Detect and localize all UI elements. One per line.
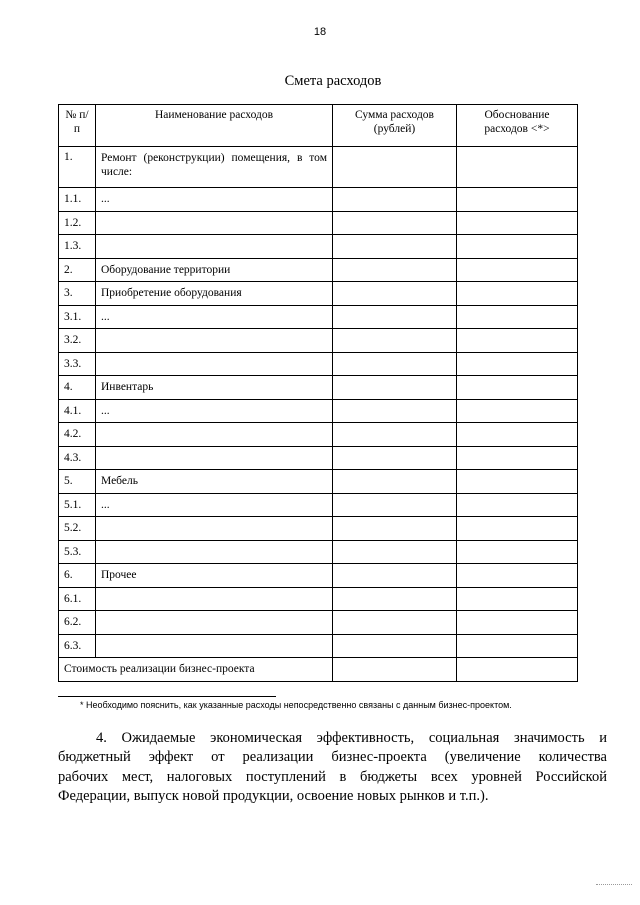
- row-amount-cell: [333, 540, 457, 564]
- table-row: [59, 493, 578, 517]
- row-amount-cell: [333, 399, 457, 423]
- row-name: [96, 352, 333, 376]
- table-row: [59, 376, 578, 400]
- row-name: [96, 540, 333, 564]
- row-amount-cell: [333, 564, 457, 588]
- row-amount-cell: [333, 258, 457, 282]
- document-title: Смета расходов: [284, 73, 382, 89]
- row-amount-cell: [333, 188, 457, 212]
- row-num: 1.1.: [59, 188, 96, 212]
- paragraph-line: Федерации, выпуск новой продукции, освоение новых рынков и т.п.).: [58, 787, 489, 804]
- table-row: [59, 352, 578, 376]
- paragraph-line: рабочих мест, налоговых поступлений в бюджеты всех уровней Российской: [58, 768, 607, 785]
- row-name: [96, 235, 333, 259]
- table-row: [59, 587, 578, 611]
- row-basis-cell: [457, 305, 578, 329]
- table-row: [59, 329, 578, 353]
- row-num: 4.2.: [59, 423, 96, 447]
- row-basis-cell: [457, 282, 578, 306]
- footnote-divider: [58, 696, 276, 697]
- row-amount-cell: [333, 517, 457, 541]
- row-name: [96, 147, 333, 188]
- row-name: [96, 587, 333, 611]
- row-num: 3.1.: [59, 305, 96, 329]
- row-amount-cell: [333, 147, 457, 188]
- row-name: ...: [96, 305, 333, 329]
- table-row: [59, 282, 578, 306]
- row-amount-cell: [333, 634, 457, 658]
- row-num: 1.2.: [59, 211, 96, 235]
- row-basis-cell: [457, 188, 578, 212]
- table-row: [59, 423, 578, 447]
- table-row: [59, 399, 578, 423]
- row-basis-cell: [457, 423, 578, 447]
- scan-artifact: [596, 884, 632, 886]
- row-num: 5.1.: [59, 493, 96, 517]
- row-num: 4.: [59, 376, 96, 400]
- row-amount-cell: [333, 587, 457, 611]
- row-basis-cell: [457, 329, 578, 353]
- row-num: 3.2.: [59, 329, 96, 353]
- table-row: [59, 540, 578, 564]
- row-amount-cell: [333, 305, 457, 329]
- table-row: [59, 258, 578, 282]
- row-name: [96, 423, 333, 447]
- row-num: 1.3.: [59, 235, 96, 259]
- row-name: Прочее: [96, 564, 333, 588]
- row-basis-cell: [457, 517, 578, 541]
- total-label: Стоимость реализации бизнес-проекта: [59, 658, 333, 682]
- row-amount-cell: [333, 423, 457, 447]
- row-basis-cell: [457, 611, 578, 635]
- table-row: [59, 305, 578, 329]
- row-num: 4.3.: [59, 446, 96, 470]
- total-basis-cell: [457, 658, 578, 682]
- row-amount-cell: [333, 282, 457, 306]
- table-row: [59, 446, 578, 470]
- row-amount-cell: [333, 446, 457, 470]
- row-num: 6.: [59, 564, 96, 588]
- table-row: [59, 211, 578, 235]
- table-row: [59, 611, 578, 635]
- header-name: Наименование расходов: [96, 105, 333, 147]
- row-name: ...: [96, 188, 333, 212]
- row-amount-cell: [333, 211, 457, 235]
- row-num: 5.3.: [59, 540, 96, 564]
- row-amount-cell: [333, 329, 457, 353]
- row-name: Оборудование территории: [96, 258, 333, 282]
- row-amount-cell: [333, 493, 457, 517]
- row-basis-cell: [457, 540, 578, 564]
- row-basis-cell: [457, 564, 578, 588]
- row-basis-cell: [457, 147, 578, 188]
- table-row: [59, 564, 578, 588]
- table-total-row: [59, 658, 578, 682]
- row-name: ...: [96, 399, 333, 423]
- row-basis-cell: [457, 258, 578, 282]
- row-basis-cell: [457, 470, 578, 494]
- row-amount-cell: [333, 611, 457, 635]
- row-name: [96, 329, 333, 353]
- paragraph-line: бюджетный эффект от реализации бизнес-проекта (увеличение количества: [58, 749, 607, 766]
- table-header-row: [59, 105, 578, 147]
- paragraph-line: 4. Ожидаемые экономическая эффективность, социальная значимость и: [96, 730, 607, 746]
- row-num: 5.2.: [59, 517, 96, 541]
- row-name: [96, 517, 333, 541]
- row-num: 2.: [59, 258, 96, 282]
- row-amount-cell: [333, 352, 457, 376]
- row-amount-cell: [333, 376, 457, 400]
- row-basis-cell: [457, 211, 578, 235]
- table-row: [59, 517, 578, 541]
- row-name: Мебель: [96, 470, 333, 494]
- row-basis-cell: [457, 493, 578, 517]
- row-basis-cell: [457, 376, 578, 400]
- row-num: 4.1.: [59, 399, 96, 423]
- row-name: [96, 634, 333, 658]
- row-name: [96, 211, 333, 235]
- row-name-text: Ремонт (реконструкции) помещения, в том числе:: [101, 152, 327, 178]
- row-num: 1.: [59, 147, 96, 188]
- row-basis-cell: [457, 587, 578, 611]
- table-row: [59, 634, 578, 658]
- row-num: 6.3.: [59, 634, 96, 658]
- section-4-paragraph: [58, 729, 607, 806]
- header-basis: Обоснование расходов <*>: [457, 105, 578, 147]
- row-basis-cell: [457, 352, 578, 376]
- table-row: [59, 147, 578, 188]
- header-num: № п/п: [59, 105, 96, 147]
- row-name: [96, 611, 333, 635]
- row-name: [96, 446, 333, 470]
- row-name: Инвентарь: [96, 376, 333, 400]
- row-num: 6.2.: [59, 611, 96, 635]
- row-name: ...: [96, 493, 333, 517]
- row-num: 6.1.: [59, 587, 96, 611]
- row-num: 3.: [59, 282, 96, 306]
- table-row: [59, 235, 578, 259]
- row-num: 5.: [59, 470, 96, 494]
- table-row: [59, 470, 578, 494]
- row-amount-cell: [333, 235, 457, 259]
- row-basis-cell: [457, 446, 578, 470]
- row-basis-cell: [457, 634, 578, 658]
- header-amount: Сумма расходов (рублей): [333, 105, 457, 147]
- expense-estimate-table: [58, 104, 578, 682]
- row-num: 3.3.: [59, 352, 96, 376]
- page-number: 18: [313, 26, 327, 38]
- footnote: * Необходимо пояснить, как указанные расходы непосредственно связаны с данным бизнес-проектом.: [80, 700, 512, 710]
- row-name: Приобретение оборудования: [96, 282, 333, 306]
- row-amount-cell: [333, 470, 457, 494]
- table-row: [59, 188, 578, 212]
- total-amount-cell: [333, 658, 457, 682]
- row-basis-cell: [457, 235, 578, 259]
- row-basis-cell: [457, 399, 578, 423]
